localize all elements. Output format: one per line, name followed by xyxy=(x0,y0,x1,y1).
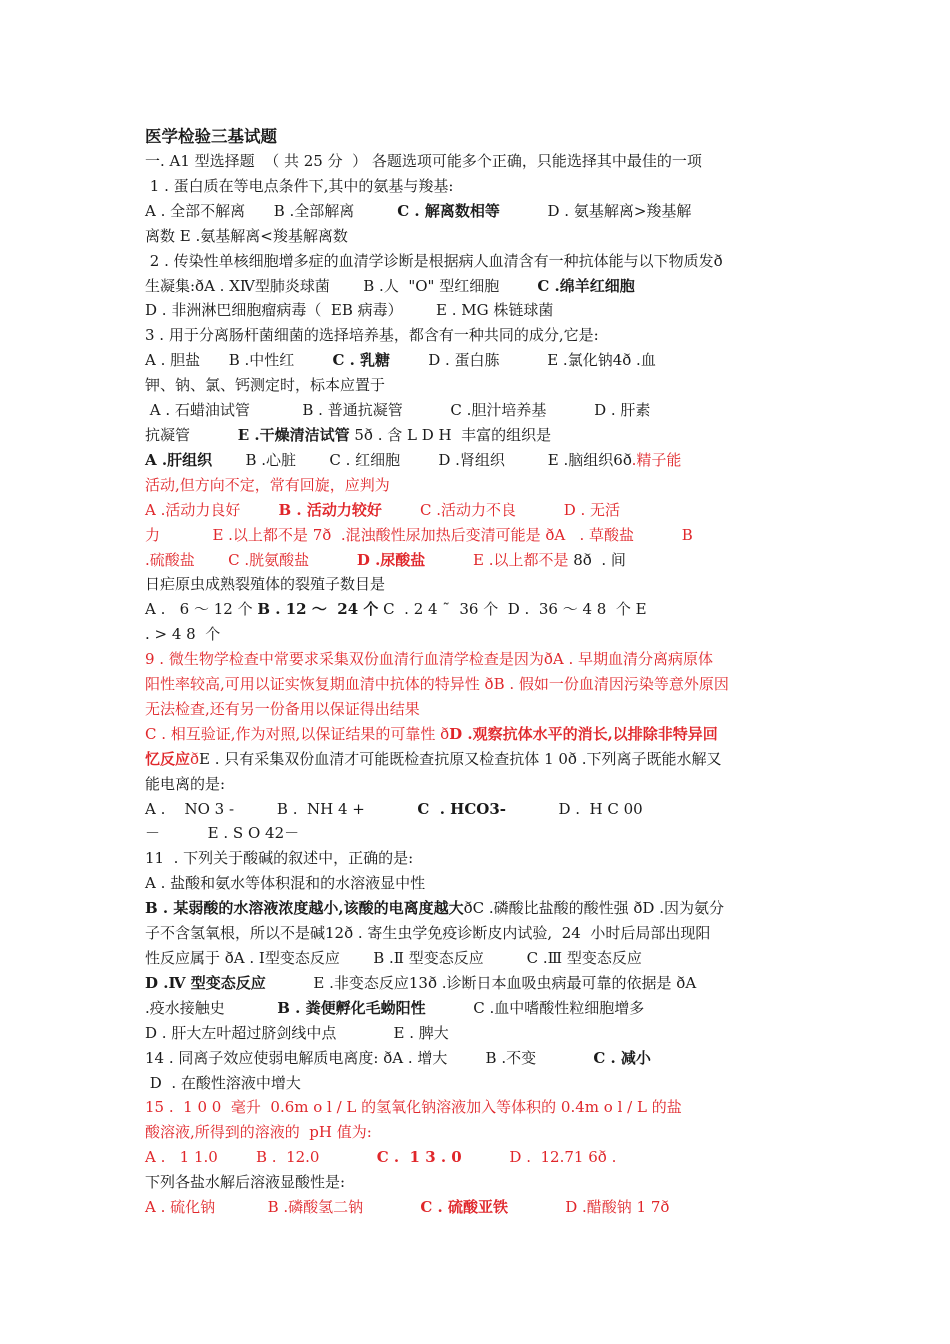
text-line xyxy=(145,473,813,498)
text-run: C . 相互验证,作为对照,以保证结果的可靠性 ð xyxy=(145,724,450,743)
text-run: ðC .磷酸比盐酸的酸性强 ðD .因为氨分 xyxy=(463,899,724,918)
text-line xyxy=(145,921,813,946)
text-run: 酸溶液,所得到的溶液的 pH 值为: xyxy=(145,1123,372,1142)
text-line xyxy=(145,423,813,448)
text-line xyxy=(145,398,813,423)
text-line xyxy=(145,672,813,697)
text-line xyxy=(145,174,813,199)
text-run: 3 . 用于分离肠杆菌细菌的选择培养基，都含有一种共同的成分,它是: xyxy=(145,326,599,345)
text-line xyxy=(145,622,813,647)
text-line xyxy=(145,523,813,548)
text-line xyxy=(145,224,813,249)
text-line xyxy=(145,348,813,373)
text-run: 1 . 蛋白质在等电点条件下,其中的氨基与羧基: xyxy=(145,176,454,195)
text-run: 子不含氢氧根，所以不是碱12ð . 寄生虫学免疫诊断皮内试验, 24 小时后局部出现阳 xyxy=(145,924,711,943)
text-run: A . NO 3 - B . NH 4 + xyxy=(145,799,418,818)
text-run: 离数 E .氨基解离<羧基解离数 xyxy=(145,226,348,245)
text-line xyxy=(145,722,813,747)
text-run: E .干燥清洁试管 xyxy=(237,425,350,444)
question-body xyxy=(145,149,813,1220)
text-line xyxy=(145,896,813,921)
text-run: . > 4 8 个 xyxy=(145,625,221,644)
text-run: 忆反应 xyxy=(145,749,191,768)
text-run: 力 E .以上都不是 7ð .混浊酸性尿加热后变清可能是 ðA . 草酸盐 B xyxy=(145,525,693,544)
text-line xyxy=(145,1120,813,1145)
text-run: 能电离的是: xyxy=(145,774,226,793)
text-run: .硫酸盐 C .胱氨酸盐 xyxy=(145,550,357,569)
text-run: A . 硫化钠 B .磷酸氢二钠 xyxy=(145,1198,421,1217)
text-run: D .尿酸盐 xyxy=(356,550,426,569)
text-line xyxy=(145,298,813,323)
text-run: B . 粪便孵化毛蚴阳性 xyxy=(277,998,426,1017)
text-line xyxy=(145,1195,813,1220)
text-run: A . 1 1.0 B . 12.0 xyxy=(145,1148,377,1167)
text-line xyxy=(145,996,813,1021)
text-run: 无法检查,还有另一份备用以保证得出结果 xyxy=(145,699,420,718)
text-line xyxy=(145,647,813,672)
text-run: C .活动力不良 D . 无活 xyxy=(381,500,621,519)
text-run: C . 乳糖 xyxy=(332,351,391,370)
text-line xyxy=(145,448,813,473)
text-line xyxy=(145,572,813,597)
text-run: 2 . 传染性单核细胞增多症的血清学诊断是根据病人血清含有一种抗体能与以下物质发ð xyxy=(145,251,723,270)
text-run: D . 蛋白胨 E .氯化钠4ð .血 xyxy=(390,351,656,370)
text-line xyxy=(145,597,813,622)
document-title: 医学检验三基试题 xyxy=(145,127,277,146)
text-run: 14 . 同离子效应使弱电解质电离度: ðA . 增大 B .不变 xyxy=(145,1048,594,1067)
text-run: C . 解离数相等 xyxy=(397,201,500,220)
text-run: 9 . 微生物学检查中常要求采集双份血清行血清学检查是因为ðA . 早期血清分离病原体 xyxy=(145,650,714,669)
text-run: 日疟原虫成熟裂殖体的裂殖子数目是 xyxy=(145,575,386,594)
text-run: D . 12.71 6ð . xyxy=(461,1148,617,1167)
text-run: 15 . 1 0 0 毫升 0.6m o l / L 的氢氧化钠溶液加入等体积的 0.4m o l / L 的盐 xyxy=(145,1098,682,1117)
text-run: A . 6 ～ 12 个 xyxy=(145,600,258,619)
text-run: － E . S O 42－ xyxy=(145,824,300,843)
text-line xyxy=(145,971,813,996)
text-run: C . 1 3 . 0 xyxy=(376,1148,462,1167)
text-run: C . 减小 xyxy=(593,1048,651,1067)
text-run: 性反应属于 ðA . Ⅰ型变态反应 B .Ⅱ 型变态反应 C .Ⅲ 型变态反应 xyxy=(145,949,642,967)
text-run: E .非变态反应13ð .诊断日本血吸虫病最可靠的依据是 ðA xyxy=(265,973,697,992)
text-run: B .心脏 C . 红细胞 D .肾组织 E .脑组织6ð xyxy=(212,450,632,469)
text-run: A . 盐酸和氨水等体积混和的水溶液显中性 xyxy=(145,874,426,893)
text-run: A . 全部不解离 B .全部解离 xyxy=(145,201,398,220)
text-line xyxy=(145,1046,813,1071)
text-line xyxy=(145,821,813,846)
text-line xyxy=(145,697,813,722)
text-run: D . 在酸性溶液中增大 xyxy=(145,1073,301,1092)
text-run: .疫水接触史 xyxy=(145,998,278,1017)
text-line xyxy=(145,548,813,573)
text-run: C . 2 4 ˜ 36 个 D . 36 ～ 4 8 个 E xyxy=(378,600,647,619)
text-run: 一. A1 型选择题 （ 共 25 分 ） 各题选项可能多个正确，只能选择其中最佳的一项 xyxy=(145,152,702,170)
text-run: C . HCO3- xyxy=(417,799,506,818)
text-line xyxy=(145,199,813,224)
text-line xyxy=(145,498,813,523)
text-line xyxy=(145,772,813,797)
text-line xyxy=(145,274,813,299)
text-run: E .以上都不是 xyxy=(425,550,574,569)
text-run: 8ð . 间 xyxy=(573,550,626,569)
text-line xyxy=(145,871,813,896)
text-run: D . 肝大左叶超过脐剑线中点 E . 脾大 xyxy=(145,1023,449,1042)
text-line xyxy=(145,1021,813,1046)
text-run: 抗凝管 xyxy=(145,425,238,444)
text-line xyxy=(145,846,813,871)
text-run: ð xyxy=(190,749,200,768)
text-run: 生凝集:ðA . XⅣ型肺炎球菌 B .人 "O" 型红细胞 xyxy=(145,276,538,295)
text-line xyxy=(145,946,813,971)
text-line xyxy=(145,1095,813,1120)
text-run: A .活动力良好 xyxy=(145,500,279,519)
text-run: C . 硫酸亚铁 xyxy=(420,1198,508,1217)
text-run: C .血中嗜酸性粒细胞增多 xyxy=(425,998,645,1017)
text-line xyxy=(145,1170,813,1195)
text-run: E . 只有采集双份血清才可能既检查抗原又检查抗体 1 0ð .下列离子既能水解又 xyxy=(199,749,722,768)
text-line xyxy=(145,747,813,772)
text-line xyxy=(145,323,813,348)
text-run: 钾、钠、氯、钙测定时，标本应置于 xyxy=(145,376,386,395)
text-run: B . 12 ～ 24 个 xyxy=(257,600,379,619)
text-run: D .醋酸钠 1 7ð xyxy=(507,1198,670,1217)
text-line xyxy=(145,249,813,274)
text-run: 5ð . 含 L D H 丰富的组织是 xyxy=(349,425,552,444)
text-run: D .观察抗体水平的消长,以排除非特异回 xyxy=(449,724,718,743)
text-run: 活动,但方向不定，常有回旋，应判为 xyxy=(145,475,390,494)
text-run: D . 非洲淋巴细胞瘤病毒（ EB 病毒） E . MG 株链球菌 xyxy=(145,301,554,320)
text-run: A . 胆盐 B .中性红 xyxy=(145,351,333,370)
text-run: .精子能 xyxy=(631,450,682,469)
text-run: D .Ⅳ 型变态反应 xyxy=(145,973,266,992)
text-line xyxy=(145,373,813,398)
text-line xyxy=(145,1145,813,1170)
text-run: D . H C 00 xyxy=(506,799,643,818)
exam-document xyxy=(145,124,813,1220)
text-line xyxy=(145,797,813,822)
text-run: 下列各盐水解后溶液显酸性是: xyxy=(145,1173,346,1192)
text-run: 阳性率较高,可用以证实恢复期血清中抗体的特异性 ðB . 假如一份血清因污染等意外原因 xyxy=(145,675,729,694)
text-run: A .肝组织 xyxy=(145,450,213,469)
text-run: B . 活动力较好 xyxy=(278,500,382,519)
text-run: D . 氨基解离>羧基解 xyxy=(499,201,692,220)
text-line xyxy=(145,149,813,174)
text-run: A . 石蜡油试管 B . 普通抗凝管 C .胆汁培养基 D . 肝素 xyxy=(145,401,651,420)
text-line xyxy=(145,1071,813,1096)
text-run: 11 . 下列关于酸碱的叙述中，正确的是: xyxy=(145,849,414,868)
text-run: B . 某弱酸的水溶液浓度越小,该酸的电离度越大 xyxy=(145,899,464,918)
text-run: C .绵羊红细胞 xyxy=(537,276,635,295)
